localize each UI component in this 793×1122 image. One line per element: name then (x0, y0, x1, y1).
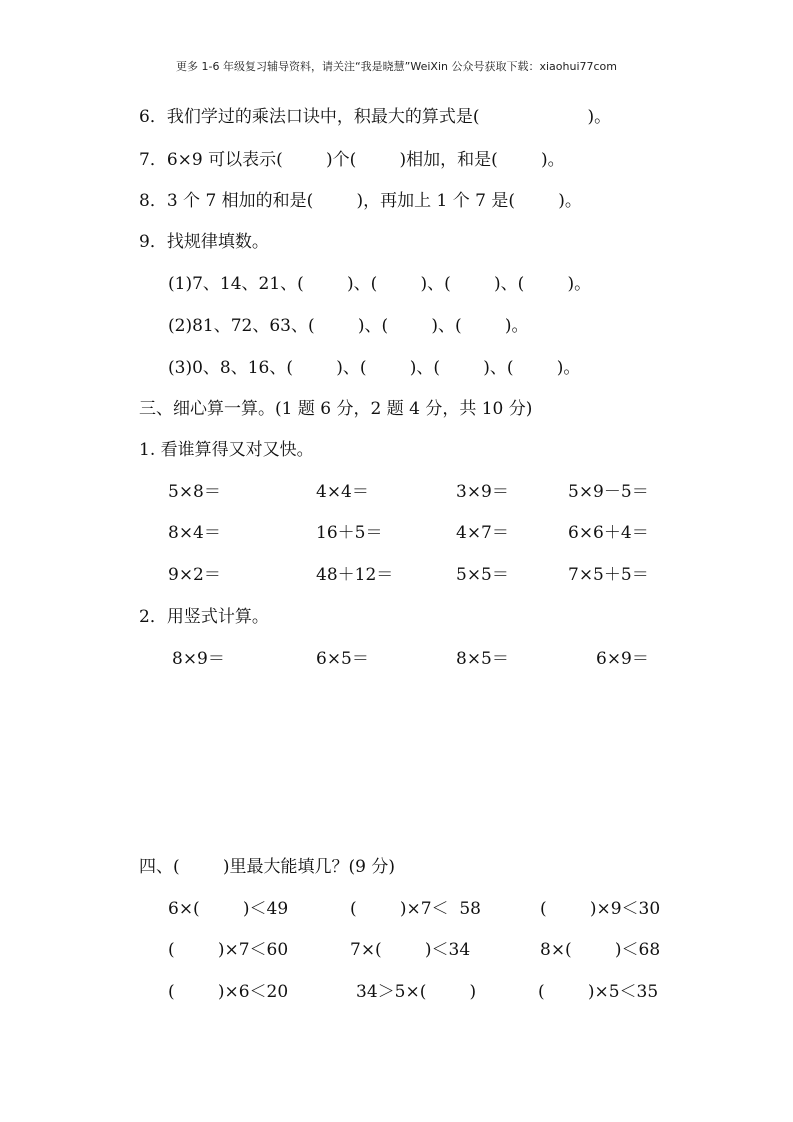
inequality-item: 8×( )＜68 (540, 940, 661, 960)
calc-item: 5×8＝ (168, 482, 221, 502)
question-7: 7．6×9 可以表示( )个( )相加，和是( )。 (139, 150, 565, 170)
inequality-item: ( )×7＜60 (168, 940, 289, 960)
calc-item: 7×5＋5＝ (568, 565, 649, 585)
question-6: 6．我们学过的乘法口诀中，积最大的算式是( )。 (139, 107, 612, 127)
calc-item: 5×5＝ (456, 565, 509, 585)
inequality-item: ( )×6＜20 (168, 982, 289, 1002)
calc-item: 5×9－5＝ (568, 482, 649, 502)
calc-item: 48＋12＝ (316, 565, 394, 585)
calc-item: 4×4＝ (316, 482, 369, 502)
inequality-item: ( )×7＜ 58 (350, 899, 481, 919)
calc-item: 16＋5＝ (316, 523, 383, 543)
question-9-2: (2)81、72、63、( )、( )、( )。 (168, 316, 529, 336)
inequality-item: 34＞5×( ) (356, 982, 477, 1002)
section-3-q1-title: 1. 看谁算得又对又快。 (139, 440, 314, 460)
calc-item: 9×2＝ (168, 565, 221, 585)
question-9-1: (1)7、14、21、( )、( )、( )、( )。 (168, 274, 592, 294)
inequality-item: 6×( )＜49 (168, 899, 289, 919)
inequality-item: ( )×9＜30 (540, 899, 661, 919)
page-header: 更多 1-6 年级复习辅导资料，请关注“我是晓慧”WeiXin 公众号获取下载：xiaohui77com (176, 60, 617, 73)
section-4-title: 四、( )里最大能填几？(9 分) (139, 857, 395, 877)
vertical-calc-item: 6×5＝ (316, 649, 369, 669)
calc-item: 8×4＝ (168, 523, 221, 543)
inequality-item: ( )×5＜35 (538, 982, 659, 1002)
question-9: 9．找规律填数。 (139, 232, 269, 252)
question-8: 8．3 个 7 相加的和是( )，再加上 1 个 7 是( )。 (139, 191, 582, 211)
inequality-item: 7×( )＜34 (350, 940, 471, 960)
section-3-q2-title: 2．用竖式计算。 (139, 607, 269, 627)
question-9-3: (3)0、8、16、( )、( )、( )、( )。 (168, 358, 581, 378)
calc-item: 3×9＝ (456, 482, 509, 502)
section-3-title: 三、细心算一算。(1 题 6 分，2 题 4 分，共 10 分) (139, 399, 533, 419)
calc-item: 4×7＝ (456, 523, 509, 543)
vertical-calc-item: 8×5＝ (456, 649, 509, 669)
vertical-calc-item: 6×9＝ (596, 649, 649, 669)
calc-item: 6×6＋4＝ (568, 523, 649, 543)
vertical-calc-item: 8×9＝ (172, 649, 225, 669)
